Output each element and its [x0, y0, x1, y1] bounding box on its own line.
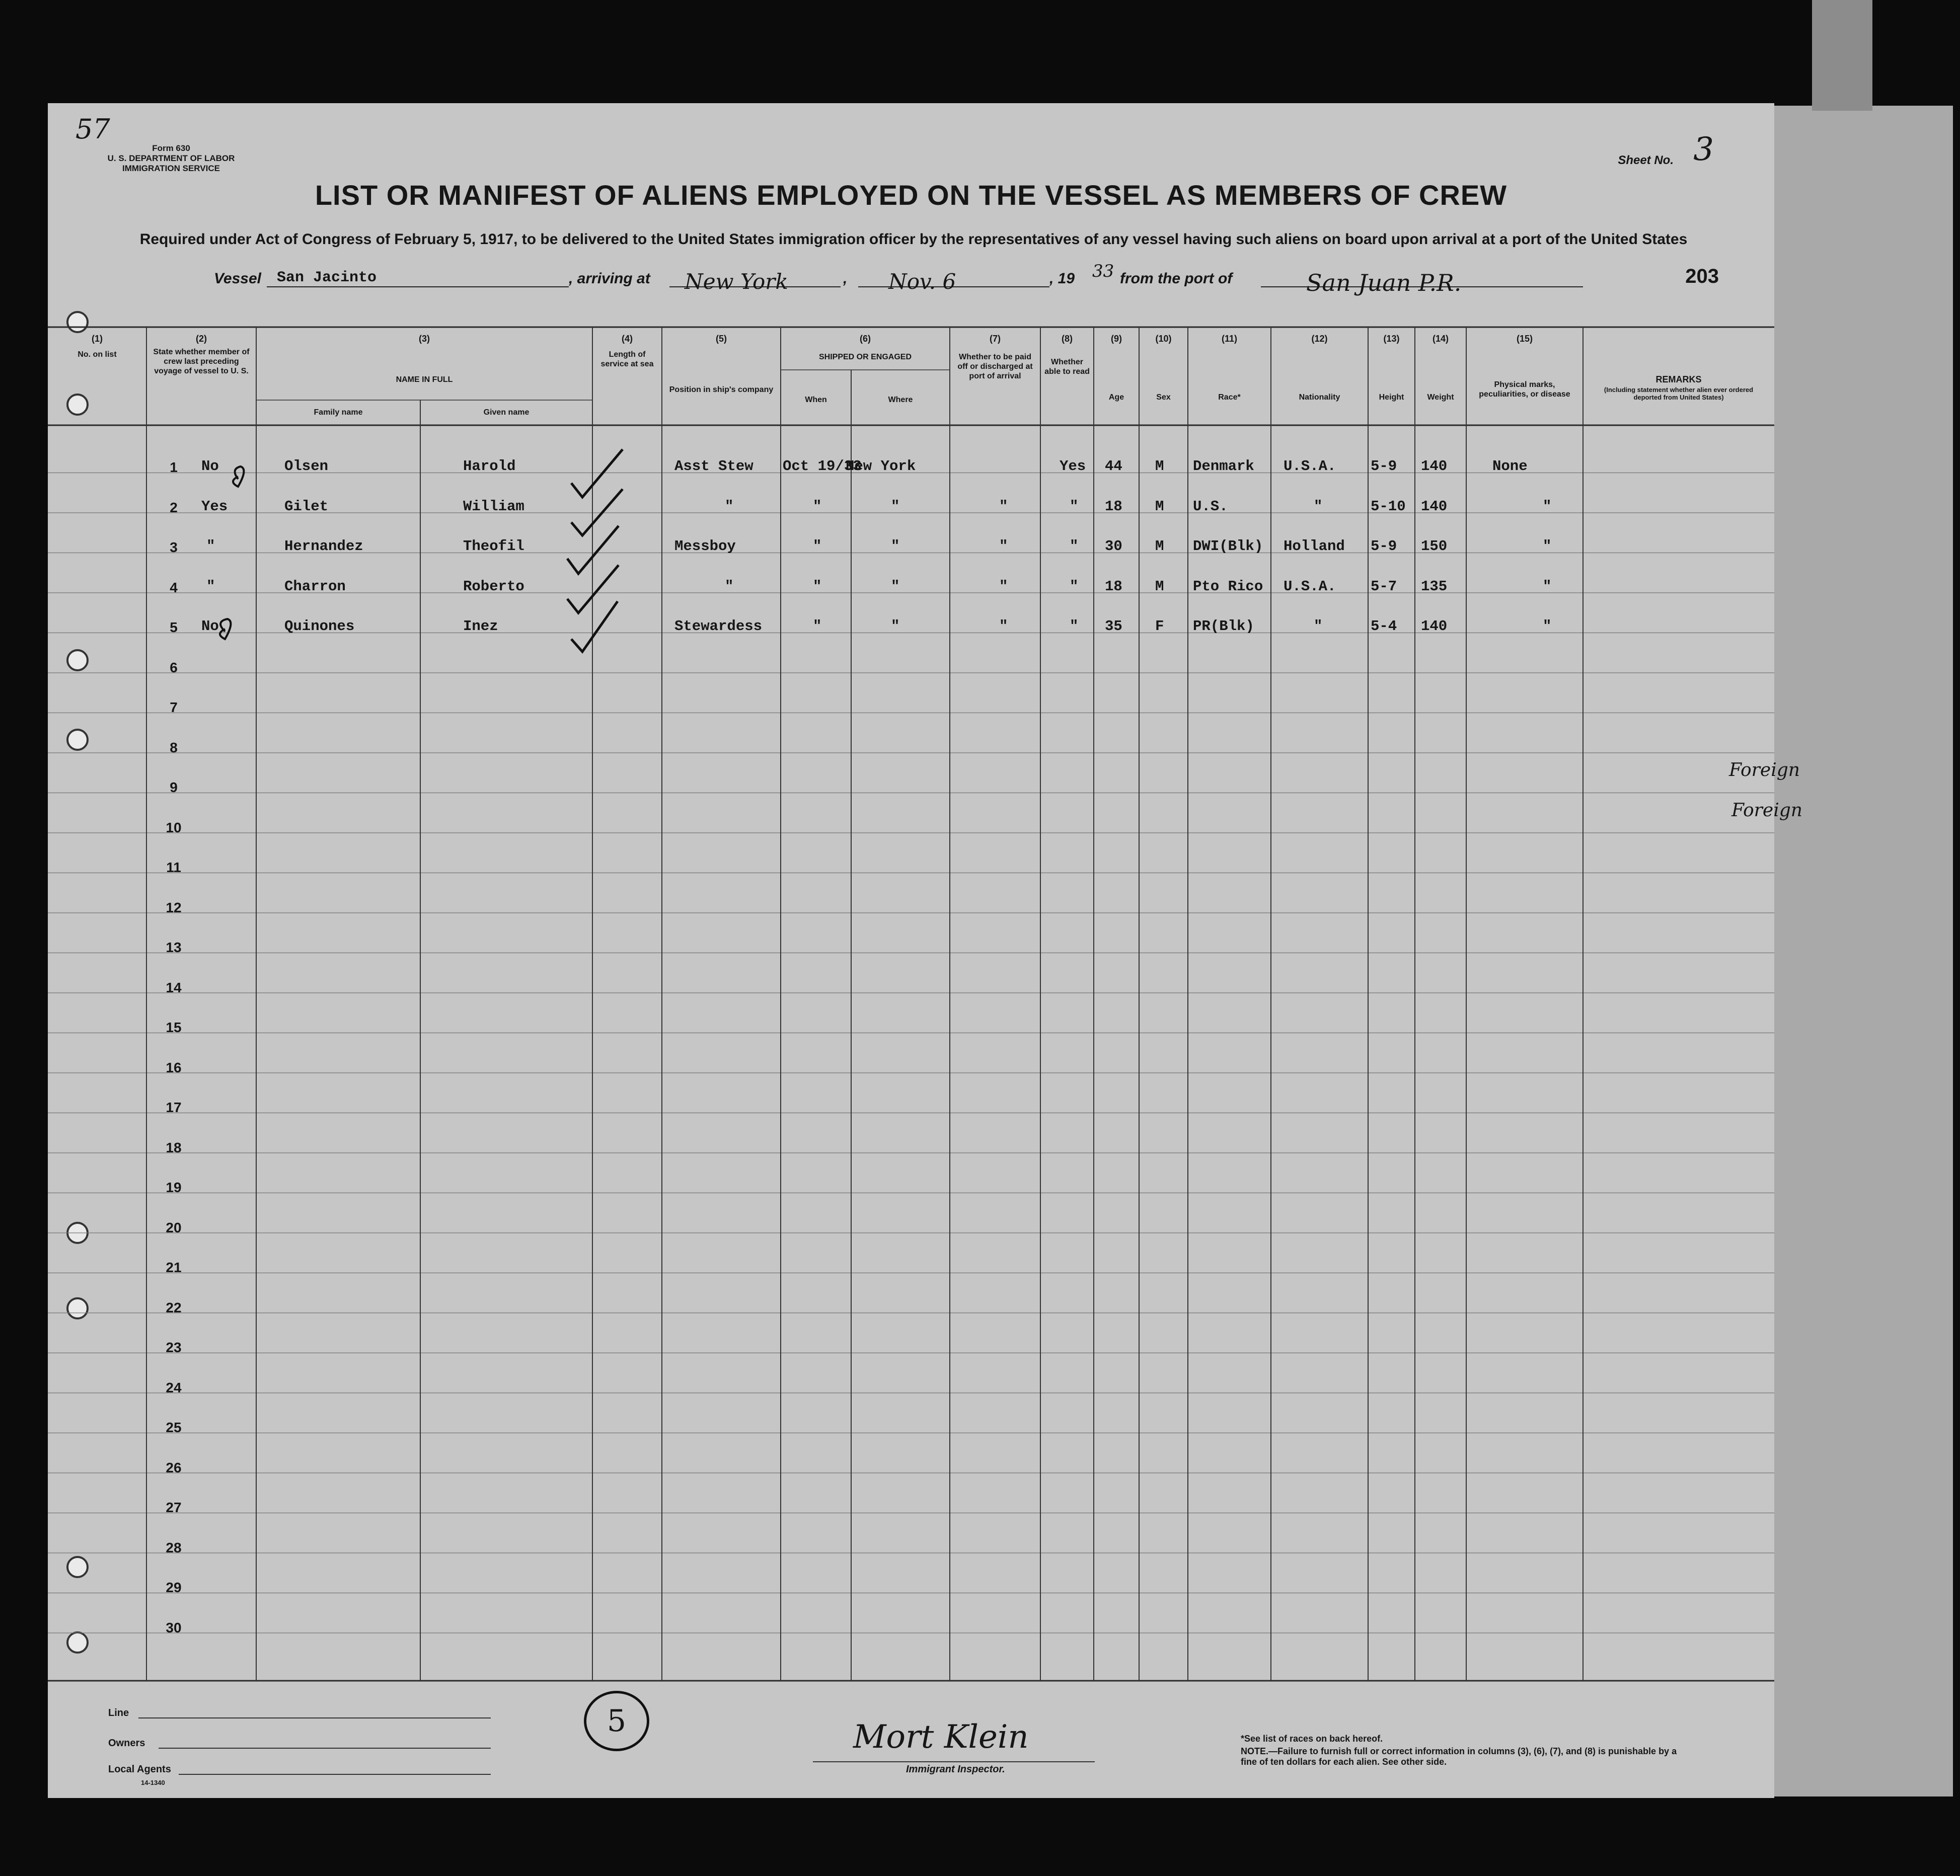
circled-count-value: 5 [607, 1703, 627, 1739]
row-number: 4 [170, 579, 178, 595]
page-title: LIST OR MANIFEST OF ALIENS EMPLOYED ON THE VESSEL AS MEMBERS OF CREW [315, 179, 1507, 211]
page-subtitle: Required under Act of Congress of February 5, 1917, to be delivered to the United States immigration officer by the representatives of any vessel having such aliens on board upon arrival at a port of the United States [139, 231, 1688, 248]
col-head-family-name: Family name [314, 408, 363, 417]
cell-shipped-where: " [891, 498, 900, 515]
arriving-label: , arriving at [569, 270, 650, 287]
corner-mark: 57 [76, 113, 110, 145]
form-number: Form 630 [152, 143, 190, 153]
vessel-name: San Jacinto [277, 269, 377, 286]
from-label: from the port of [1120, 270, 1233, 287]
col-num-8: (8) [1062, 334, 1073, 344]
row-number: 1 [170, 459, 178, 475]
row-number: 28 [166, 1539, 182, 1555]
department: U. S. DEPARTMENT OF LABOR [107, 153, 235, 163]
cell-sex: M [1155, 458, 1164, 475]
cell-given-name: Roberto [463, 578, 524, 595]
cell-previous-voyage: No [201, 458, 219, 475]
cell-able-to-read: " [1070, 618, 1079, 635]
circled-count [584, 1691, 649, 1751]
col-num-1: (1) [92, 334, 103, 344]
row-number: 27 [166, 1500, 182, 1515]
row-number: 9 [170, 779, 178, 795]
row-number: 17 [166, 1100, 182, 1115]
margin-note: Foreign [1729, 760, 1800, 780]
row-number: 12 [166, 899, 182, 915]
row-number: 23 [166, 1340, 182, 1355]
margin-note: Foreign [1731, 800, 1802, 821]
col-num-10: (10) [1155, 334, 1172, 344]
cell-previous-voyage: " [206, 538, 215, 555]
cell-physical-marks: " [1543, 618, 1552, 635]
col-num-4: (4) [622, 334, 633, 344]
cell-height: 5-9 [1371, 458, 1397, 475]
row-number: 21 [166, 1260, 182, 1275]
from-port: San Juan P.R. [1306, 269, 1462, 296]
cell-family-name: Gilet [284, 498, 329, 515]
col-num-9: (9) [1111, 334, 1122, 344]
col-num-14: (14) [1432, 334, 1449, 344]
row-number: 14 [166, 979, 182, 995]
col-num-6: (6) [860, 334, 871, 344]
agents-label: Local Agents [108, 1764, 171, 1775]
row-number: 11 [166, 859, 181, 875]
col-num-3: (3) [419, 334, 430, 344]
col-num-15: (15) [1516, 334, 1533, 344]
cell-physical-marks: " [1543, 578, 1552, 595]
col-head-where: Where [888, 396, 913, 404]
row-number: 18 [166, 1139, 182, 1155]
row-number: 8 [170, 739, 178, 755]
row-number: 19 [166, 1180, 182, 1195]
cell-position: Asst Stew [674, 458, 753, 475]
cell-given-name: Harold [463, 458, 516, 475]
cell-race: DWI(Blk) [1193, 538, 1263, 555]
row-number: 13 [166, 940, 182, 955]
cell-age: 18 [1105, 498, 1122, 515]
inspector-signature: Mort Klein [853, 1718, 1029, 1756]
race-note: *See list of races on back hereof. [1241, 1734, 1383, 1744]
cell-race: Pto Rico [1193, 578, 1263, 595]
cell-height: 5-10 [1371, 498, 1406, 515]
sheet-number-value: 3 [1693, 131, 1714, 168]
cell-shipped-when: Oct 19/33 [783, 458, 862, 475]
col-head-age: Age [1108, 393, 1124, 402]
col-head-height: Height [1379, 393, 1404, 402]
cell-nationality: U.S.A. [1284, 458, 1336, 475]
row-number: 26 [166, 1459, 182, 1475]
row-number: 29 [166, 1580, 182, 1595]
cell-weight: 140 [1421, 458, 1448, 475]
col-head-weight: Weight [1427, 393, 1454, 402]
col-head-previous-voyage: State whether member of crew last preceding voyage of vessel to U. S. [153, 348, 250, 375]
col-head-remarks-sub: (Including statement whether alien ever ordered deported from United States) [1604, 386, 1754, 401]
cell-nationality: U.S.A. [1284, 578, 1336, 595]
col-head-given-name: Given name [483, 408, 530, 417]
row-number: 10 [166, 819, 182, 835]
cell-nationality: Holland [1284, 538, 1345, 555]
service: IMMIGRATION SERVICE [122, 164, 220, 173]
adjacent-page-edge [1812, 0, 1872, 111]
cell-physical-marks: None [1492, 458, 1528, 475]
col-head-paid-off: Whether to be paid off or discharged at port of arrival [957, 353, 1033, 380]
manifest-code: 203 [1685, 265, 1719, 287]
cell-race: U.S. [1193, 498, 1228, 515]
col-head-sex: Sex [1156, 393, 1171, 402]
cell-shipped-when: " [813, 618, 822, 635]
cell-able-to-read: " [1070, 538, 1079, 555]
cell-weight: 150 [1421, 538, 1448, 555]
col-head-physical-marks: Physical marks, peculiarities, or disease [1479, 380, 1570, 399]
inspector-label: Immigrant Inspector. [906, 1764, 1005, 1775]
col-head-number: No. on list [78, 350, 117, 359]
line-field [138, 1717, 491, 1718]
cell-shipped-when: " [813, 578, 822, 595]
row-number: 22 [166, 1299, 182, 1315]
cell-sex: M [1155, 538, 1164, 555]
row-number: 7 [170, 699, 178, 715]
row-number: 20 [166, 1219, 182, 1235]
cell-race: Denmark [1193, 458, 1254, 475]
col-head-remarks: REMARKS [1655, 374, 1702, 384]
arrival-date: Nov. 6 [888, 269, 956, 294]
col-head-shipped: SHIPPED OR ENGAGED [818, 353, 912, 361]
col-head-service-length: Length of service at sea [600, 350, 654, 368]
cell-position: " [725, 578, 734, 595]
agents-field [179, 1774, 491, 1775]
year-prefix: , 19 [1049, 270, 1075, 287]
cell-shipped-where: New York [846, 458, 916, 475]
row-number: 25 [166, 1420, 182, 1435]
col-head-nationality: Nationality [1299, 393, 1340, 402]
cell-able-to-read: " [1070, 578, 1079, 595]
cell-given-name: Inez [463, 618, 498, 635]
cell-nationality: " [1314, 618, 1323, 635]
cell-physical-marks: " [1543, 498, 1552, 515]
cell-given-name: William [463, 498, 524, 515]
col-num-12: (12) [1311, 334, 1328, 344]
cell-paid-off: " [999, 578, 1008, 595]
agents-code: 14-1340 [141, 1779, 165, 1786]
comma-sep: , [843, 270, 848, 287]
cell-height: 5-4 [1371, 618, 1397, 635]
col-head-race: Race* [1218, 393, 1241, 402]
cell-family-name: Olsen [284, 458, 329, 475]
cell-shipped-when: " [813, 538, 822, 555]
cell-height: 5-9 [1371, 538, 1397, 555]
cell-previous-voyage: Yes [201, 498, 228, 515]
cell-position: " [725, 498, 734, 515]
year-suffix: 33 [1092, 261, 1114, 281]
col-head-name: NAME IN FULL [396, 375, 453, 384]
signature-line [813, 1761, 1095, 1762]
col-head-when: When [805, 396, 827, 404]
cell-shipped-where: " [891, 618, 900, 635]
owners-label: Owners [108, 1738, 145, 1749]
cell-given-name: Theofil [463, 538, 524, 555]
manifest-sheet [48, 103, 1802, 1798]
penalty-note: NOTE.—Failure to furnish full or correct information in columns (3), (6), (7), and (8) is punishable by a fine of ten dollars for each alien. See other side. [1241, 1746, 1677, 1767]
cell-paid-off: " [999, 618, 1008, 635]
cell-sex: F [1155, 618, 1164, 635]
sheet-number-label: Sheet No. [1618, 153, 1674, 167]
row-number: 2 [170, 499, 178, 515]
cell-previous-voyage: No [201, 618, 219, 635]
col-head-position: Position in ship's company [669, 385, 774, 394]
row-number: 3 [170, 539, 178, 555]
row-number: 24 [166, 1379, 182, 1395]
cell-height: 5-7 [1371, 578, 1397, 595]
adjacent-page-strip [1774, 106, 1953, 1796]
owners-field [159, 1748, 491, 1749]
cell-race: PR(Blk) [1193, 618, 1254, 635]
cell-shipped-where: " [891, 538, 900, 555]
line-label: Line [108, 1707, 129, 1718]
row-number: 30 [166, 1619, 182, 1635]
col-num-7: (7) [990, 334, 1001, 344]
cell-able-to-read: " [1070, 498, 1079, 515]
col-num-11: (11) [1221, 334, 1238, 344]
cell-able-to-read: Yes [1060, 458, 1086, 475]
cell-sex: M [1155, 498, 1164, 515]
cell-weight: 140 [1421, 498, 1448, 515]
cell-family-name: Quinones [284, 618, 355, 635]
cell-physical-marks: " [1543, 538, 1552, 555]
cell-nationality: " [1314, 498, 1323, 515]
cell-family-name: Hernandez [284, 538, 363, 555]
row-number: 15 [166, 1020, 182, 1035]
col-head-able-to-read: Whether able to read [1044, 358, 1090, 376]
cell-weight: 135 [1421, 578, 1448, 595]
col-num-2: (2) [196, 334, 207, 344]
cell-position: Messboy [674, 538, 736, 555]
cell-previous-voyage: " [206, 578, 215, 595]
arriving-port: New York [685, 269, 788, 294]
cell-age: 18 [1105, 578, 1122, 595]
cell-age: 35 [1105, 618, 1122, 635]
row-number: 5 [170, 619, 178, 635]
cell-sex: M [1155, 578, 1164, 595]
cell-age: 30 [1105, 538, 1122, 555]
row-number: 6 [170, 659, 178, 675]
cell-weight: 140 [1421, 618, 1448, 635]
col-num-13: (13) [1383, 334, 1400, 344]
cell-shipped-when: " [813, 498, 822, 515]
cell-age: 44 [1105, 458, 1122, 475]
cell-family-name: Charron [284, 578, 346, 595]
vessel-label: Vessel [214, 270, 261, 287]
cell-paid-off: " [999, 498, 1008, 515]
cell-shipped-where: " [891, 578, 900, 595]
checkmarks [567, 449, 623, 652]
col-num-5: (5) [716, 334, 727, 344]
row-number: 16 [166, 1059, 182, 1075]
cell-paid-off: " [999, 538, 1008, 555]
cell-position: Stewardess [674, 618, 763, 635]
